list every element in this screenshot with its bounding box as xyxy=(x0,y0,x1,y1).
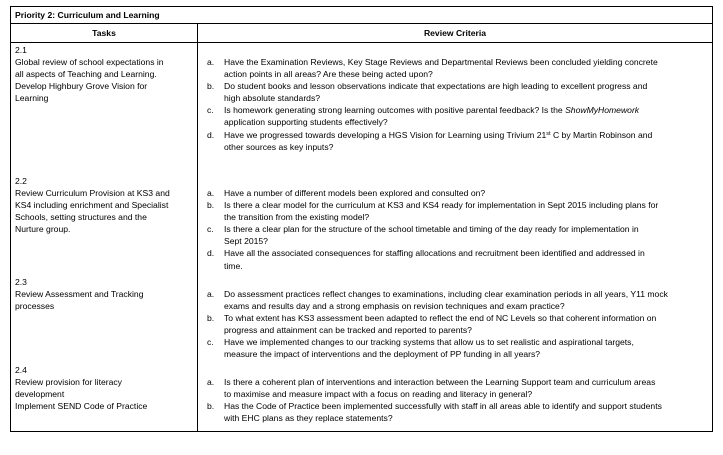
criterion-item xyxy=(201,336,711,360)
item-letter: b. xyxy=(207,313,215,324)
task-2-2 xyxy=(15,175,195,235)
item-letter: d. xyxy=(207,129,215,140)
task-number: 2.4 xyxy=(15,365,27,375)
item-line: exams and results day and a strong emphasis on revision techniques and exam practice? xyxy=(224,301,565,312)
criterion-item xyxy=(201,129,711,153)
criterion-item xyxy=(201,80,711,104)
item-line: with EHC plans as they replace statements? xyxy=(224,413,393,424)
task-line: KS4 including enrichment and Specialist xyxy=(15,200,169,211)
item-line: Do assessment practices reflect changes to examinations, including clear examination periods in all years, Y11 mock xyxy=(224,289,668,299)
task-line: processes xyxy=(15,301,55,312)
item-letter: a. xyxy=(207,377,215,387)
item-letter: b. xyxy=(207,401,215,412)
item-line: time. xyxy=(224,260,243,271)
criterion-item xyxy=(201,223,711,247)
item-letter: c. xyxy=(207,337,214,348)
item-line: To what extent has KS3 assessment been adapted to reflect the end of NC Levels so that coherent information on xyxy=(224,313,657,324)
task-line: Review Curriculum Provision at KS3 and xyxy=(15,188,170,199)
criteria-header: Review Criteria xyxy=(423,28,487,38)
item-line: Is there a clear plan for the structure of the school timetable and timing of the day ready for implementation in xyxy=(224,224,639,235)
task-2-4 xyxy=(15,364,195,412)
criteria-2-2 xyxy=(201,187,711,272)
criterion-item xyxy=(201,187,711,199)
item-line: Sept 2015? xyxy=(224,236,268,247)
task-line: Develop Highbury Grove Vision for xyxy=(15,81,148,92)
criteria-2-4 xyxy=(201,376,711,424)
task-number: 2.3 xyxy=(15,277,27,287)
item-line: application supporting students effectively? xyxy=(224,117,388,128)
item-line: Have we progressed towards developing a HGS Vision for Learning using Trivium 21st C by Martin Robinson and xyxy=(224,129,653,140)
task-2-1 xyxy=(15,44,195,104)
item-line: Has the Code of Practice been implemented successfully with staff in all areas able to identify and support students xyxy=(224,401,662,412)
task-line: Schools, setting structures and the xyxy=(15,212,147,223)
criterion-item xyxy=(201,312,711,336)
item-line: high absolute standards? xyxy=(224,93,321,104)
item-letter: c. xyxy=(207,105,214,116)
task-line: Implement SEND Code of Practice xyxy=(15,401,148,412)
priority-table xyxy=(10,6,713,432)
item-line: Is there a clear model for the curriculum at KS3 and KS4 ready for implementation in Sept 2015 including plans for xyxy=(224,200,659,211)
task-line: Learning xyxy=(15,93,49,104)
item-letter: a. xyxy=(207,188,215,198)
tasks-header: Tasks xyxy=(92,28,116,38)
task-line: development xyxy=(15,389,65,400)
item-letter: c. xyxy=(207,224,214,235)
item-line: Have the Examination Reviews, Key Stage Reviews and Departmental Reviews been concluded yielding concrete xyxy=(224,57,658,67)
table-title: Priority 2: Curriculum and Learning xyxy=(11,7,712,24)
item-letter: a. xyxy=(207,289,215,299)
item-letter: a. xyxy=(207,57,215,67)
item-line: progress and attainment can be tracked and reported to parents? xyxy=(224,325,472,336)
criterion-item xyxy=(201,199,711,223)
item-line: Have all the associated consequences for staffing allocations and recruitment been identified and addressed in xyxy=(224,248,645,259)
item-line: the transition from the existing model? xyxy=(224,212,370,223)
column-divider xyxy=(197,24,198,431)
item-letter: b. xyxy=(207,81,215,92)
item-line: Is there a coherent plan of interventions and interaction between the Learning Support team and curriculum areas xyxy=(224,377,656,387)
criteria-2-3 xyxy=(201,288,711,361)
task-line: Review Assessment and Tracking xyxy=(15,289,144,300)
superscript: st xyxy=(546,130,551,137)
criteria-2-1 xyxy=(201,56,711,153)
italic-app-name: ShowMyHomework xyxy=(565,105,640,116)
item-line: Is homework generating strong learning outcomes with positive parental feedback? Is the ShowMyHomework xyxy=(224,105,640,116)
task-number: 2.1 xyxy=(15,45,27,55)
task-2-3 xyxy=(15,276,195,312)
item-letter: d. xyxy=(207,248,215,259)
item-line: measure the impact of interventions and the deployment of PP funding in all years? xyxy=(224,349,541,360)
header-row xyxy=(11,24,712,43)
task-number: 2.2 xyxy=(15,176,27,186)
item-line: Have we implemented changes to our tracking systems that allow us to set realistic and aspirational targets, xyxy=(224,337,634,348)
item-line: to maximise and measure impact with a focus on reading and literacy in general? xyxy=(224,389,533,400)
item-line: action points in all areas? Are these being acted upon? xyxy=(224,69,433,80)
task-line: Global review of school expectations in xyxy=(15,57,164,68)
item-line: Have a number of different models been explored and consulted on? xyxy=(224,188,486,198)
criterion-item xyxy=(201,400,711,424)
task-line: all aspects of Teaching and Learning. xyxy=(15,69,157,80)
task-line: Review provision for literacy xyxy=(15,377,122,388)
criterion-item xyxy=(201,288,711,312)
item-line: other sources as key inputs? xyxy=(224,141,334,152)
item-letter: b. xyxy=(207,200,215,211)
criterion-item xyxy=(201,56,711,80)
criterion-item xyxy=(201,247,711,271)
item-line: Do student books and lesson observations indicate that expectations are high leading to excellent progress and xyxy=(224,81,648,92)
criterion-item xyxy=(201,104,711,128)
criterion-item xyxy=(201,376,711,400)
task-line: Nurture group. xyxy=(15,224,71,235)
